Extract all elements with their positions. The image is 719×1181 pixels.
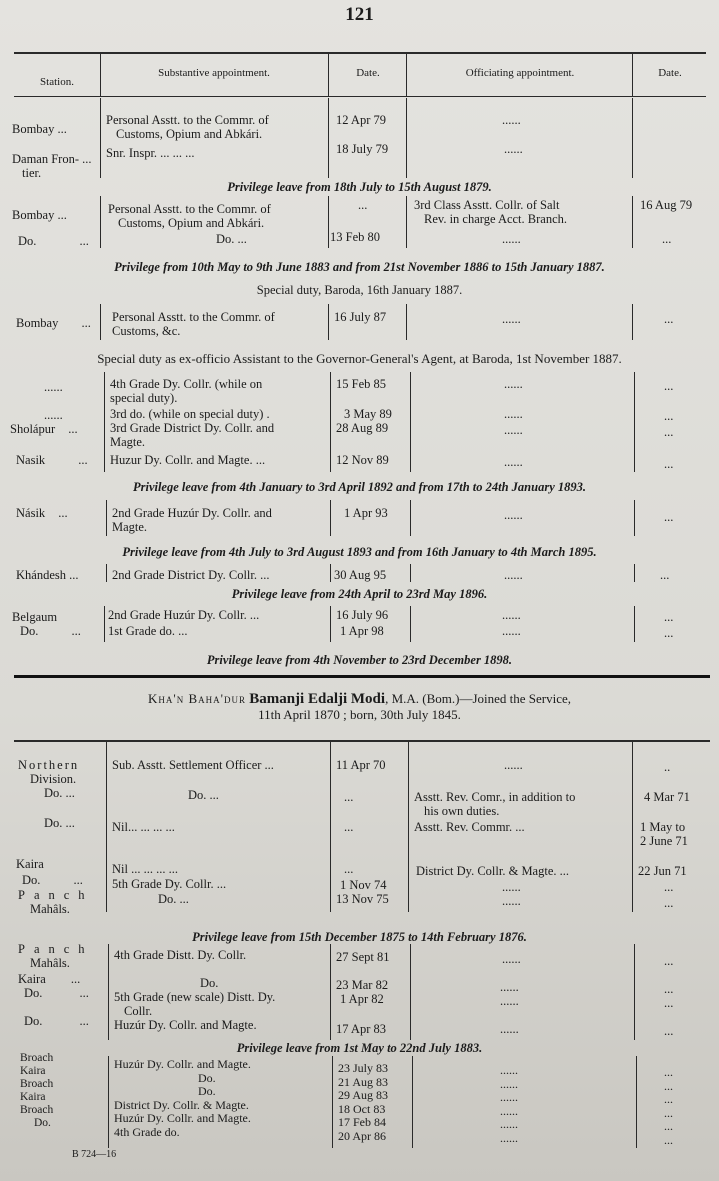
date-cell: 30 Aug 95 <box>334 568 387 582</box>
station-cell: Bombay ... <box>16 316 91 330</box>
officiating-cell: ...... <box>502 113 521 127</box>
date-cell: ... <box>664 457 674 471</box>
station-cell: Do. ... <box>22 873 83 887</box>
officiating-cell: ...... <box>502 232 521 246</box>
date-cell: ... <box>664 996 674 1010</box>
officiating-cell: ...... <box>504 508 523 522</box>
date-cell: ... <box>664 626 674 640</box>
date-cell: ... <box>664 379 674 393</box>
substantive-cell: 4th Grade Dy. Collr. (while on special duty). <box>110 377 263 405</box>
station-cell: Panch Mahâls. <box>18 888 94 916</box>
header-top-rule <box>14 52 706 54</box>
header-substantive: Substantive appointment. <box>158 67 270 79</box>
column-rule <box>406 54 407 96</box>
date-cell: ... <box>664 954 674 968</box>
date-cell: ... <box>664 1024 674 1038</box>
column-rule <box>634 372 635 472</box>
officiating-cell: ...... <box>502 880 521 894</box>
station-cell: Nasik ... <box>16 453 88 467</box>
column-rule <box>330 564 331 582</box>
header-officiating: Officiating appointment. <box>465 67 575 79</box>
date-cell: .. <box>664 760 671 774</box>
column-rule <box>108 1056 109 1148</box>
substantive-list: Huzúr Dy. Collr. and Magte. Do. Do. District Dy. Collr. & Magte. Huzúr Dy. Collr. and Magte. 4th Grade do. <box>114 1057 251 1139</box>
officer-dates: 11th April 1870 ; born, 30th July 1845. <box>258 707 461 722</box>
leave-note: Privilege leave from 4th November to 23rd December 1898. <box>206 653 513 667</box>
substantive-cell: Personal Asstt. to the Commr. of Customs, Opium and Abkári. <box>106 113 269 141</box>
column-rule <box>632 54 633 96</box>
date-cell: ... <box>664 982 674 996</box>
station-cell: Do. ... <box>44 786 75 800</box>
date-cell: 15 Feb 85 <box>336 377 386 391</box>
column-rule <box>100 304 101 340</box>
station-cell: Do. ... <box>44 816 75 830</box>
date-cell: 16 July 96 <box>336 608 389 622</box>
column-rule <box>410 372 411 472</box>
substantive-cell: 3rd do. (while on special duty) . <box>110 407 270 421</box>
station-list: Broach Kaira Broach Kaira Broach Do. <box>20 1052 54 1129</box>
officiating-cell: ...... <box>500 1022 519 1036</box>
column-rule <box>636 1056 637 1148</box>
column-rule <box>634 564 635 582</box>
printer-mark: B 724—16 <box>72 1149 117 1160</box>
column-rule <box>104 606 105 642</box>
date-list: ... ... ... ... ... ... <box>664 1065 673 1147</box>
substantive-cell: 2nd Grade Huzúr Dy. Collr. and Magte. <box>112 506 272 534</box>
substantive-cell: 5th Grade Dy. Collr. ... <box>112 877 227 891</box>
date-cell: ... <box>664 896 674 910</box>
station-cell: Kaira ... <box>18 972 81 986</box>
date-cell: ... <box>664 425 674 439</box>
station-cell: Do. ... <box>18 234 89 248</box>
officiating-cell: ...... <box>504 455 523 469</box>
date-cell: 16 July 87 <box>334 310 387 324</box>
officer-title: Kha'n Baha'dur <box>147 691 246 706</box>
date-cell: ... <box>664 880 674 894</box>
date-cell: 1 Nov 74 <box>340 878 387 892</box>
station-cell: Sholápur ... <box>10 422 78 436</box>
station-cell: Do. ... <box>24 1014 89 1028</box>
date-cell: 12 Nov 89 <box>336 453 389 467</box>
date-cell: 11 Apr 70 <box>336 758 386 772</box>
special-duty-note: Special duty, Baroda, 16th January 1887. <box>256 283 463 297</box>
column-rule <box>332 1056 333 1148</box>
substantive-cell: 4th Grade Distt. Dy. Collr. <box>114 948 247 962</box>
substantive-cell: 5th Grade (new scale) Distt. Dy. Collr. <box>114 990 276 1018</box>
substantive-cell: Do. ... <box>188 788 219 802</box>
column-rule <box>106 564 107 582</box>
station-cell: Northern Division. <box>18 758 80 786</box>
station-cell: ...... <box>44 380 63 394</box>
column-rule <box>634 944 635 1040</box>
date-cell: ... <box>344 790 354 804</box>
date-cell: 28 Aug 89 <box>336 421 389 435</box>
substantive-cell: 3rd Grade District Dy. Collr. and Magte. <box>110 421 275 449</box>
substantive-cell: 2nd Grade Huzúr Dy. Collr. ... <box>108 608 260 622</box>
date-cell: ... <box>664 409 674 423</box>
page-number: 121 <box>345 4 374 25</box>
substantive-cell: Personal Asstt. to the Commr. of Customs, &c. <box>112 310 275 338</box>
date-cell: ... <box>344 820 354 834</box>
date-list: 23 July 83 21 Aug 83 29 Aug 83 18 Oct 83 17 Feb 84 20 Apr 86 <box>338 1061 389 1143</box>
column-rule <box>406 304 407 340</box>
substantive-cell: 1st Grade do. ... <box>108 624 188 638</box>
station-cell: Bombay ... <box>12 122 67 136</box>
date-cell: 13 Feb 80 <box>330 230 380 244</box>
date-cell: 18 July 79 <box>336 142 389 156</box>
officer-heading <box>0 691 719 723</box>
officiating-cell: ...... <box>502 624 521 638</box>
station-cell: Kaira <box>16 857 44 871</box>
leave-note: Privilege from 10th May to 9th June 1883 and from 21st November 1886 to 15th January 1887. <box>114 260 605 274</box>
substantive-cell: Nil... ... ... ... <box>112 820 175 834</box>
column-rule <box>632 98 633 178</box>
header-date-2: Date. <box>658 67 682 79</box>
date-cell: 3 May 89 <box>344 407 392 421</box>
substantive-cell: Do. ... <box>216 232 247 246</box>
officiating-cell: ...... <box>504 377 523 391</box>
special-duty-note: Special duty as ex-officio Assistant to the Governor-General's Agent, at Baroda, 1st November 1887. <box>97 351 622 366</box>
date-cell: 1 Apr 82 <box>340 992 384 1006</box>
officiating-list: ...... ...... ...... ...... ...... ...... <box>500 1063 518 1145</box>
date-cell: ... <box>660 568 670 582</box>
date-cell: ... <box>664 312 674 326</box>
officiating-cell: ...... <box>504 758 523 772</box>
leave-note: Privilege leave from 15th December 1875 to 14th February 1876. <box>192 930 527 944</box>
officiating-cell: District Dy. Collr. & Magte. ... <box>416 864 569 878</box>
column-rule <box>330 500 331 536</box>
header-station: Station. <box>40 76 74 88</box>
section-divider <box>14 675 710 678</box>
substantive-cell: Do. ... <box>158 892 189 906</box>
officiating-cell: ...... <box>500 994 519 1008</box>
column-rule <box>328 54 329 96</box>
officiating-cell: ...... <box>502 312 521 326</box>
leave-note: Privilege leave from 1st May to 22nd July 1883. <box>236 1041 483 1055</box>
leave-note: Privilege leave from 18th July to 15th August 1879. <box>227 180 492 194</box>
column-rule <box>100 196 101 248</box>
date-cell: 27 Sept 81 <box>336 950 390 964</box>
officer-name: Bamanji Edalji Modi <box>249 691 386 707</box>
section-rule <box>14 740 710 742</box>
date-cell: 17 Apr 83 <box>336 1022 386 1036</box>
officiating-cell: 3rd Class Asstt. Collr. of Salt Rev. in charge Acct. Branch. <box>414 198 568 226</box>
date-cell: ... <box>664 610 674 624</box>
column-rule <box>328 304 329 340</box>
officiating-cell: ...... <box>502 608 521 622</box>
date-cell: ... <box>664 510 674 524</box>
column-rule <box>632 196 633 248</box>
leave-note: Privilege leave from 4th January to 3rd April 1892 and from 17th to 24th January 1893. <box>132 480 587 494</box>
date-cell: ... <box>662 232 672 246</box>
column-rule <box>410 606 411 642</box>
column-rule <box>406 196 407 248</box>
officiating-cell: ...... <box>504 568 523 582</box>
column-rule <box>632 742 633 912</box>
column-rule <box>406 98 407 178</box>
date-cell: ... <box>344 862 354 876</box>
column-rule <box>106 500 107 536</box>
officiating-cell: ...... <box>504 407 523 421</box>
column-rule <box>634 500 635 536</box>
station-cell: Do. ... <box>20 624 81 638</box>
station-cell: Khándesh ... <box>16 568 79 582</box>
column-rule <box>410 564 411 582</box>
station-cell: ...... <box>44 408 63 422</box>
column-rule <box>632 304 633 340</box>
column-rule <box>100 54 101 96</box>
station-cell: Panch Mahâls. <box>18 942 94 970</box>
column-rule <box>330 944 331 1040</box>
officer-qualification: , M.A. (Bom.)—Joined the Service, <box>385 691 572 706</box>
column-rule <box>410 944 411 1040</box>
officiating-cell: Asstt. Rev. Commr. ... <box>414 820 525 834</box>
substantive-cell: Personal Asstt. to the Commr. of Customs, Opium and Abkári. <box>108 202 271 230</box>
column-rule <box>108 944 109 1040</box>
date-cell: 13 Nov 75 <box>336 892 389 906</box>
officiating-cell: ...... <box>504 142 523 156</box>
date-cell: 22 Jun 71 <box>638 864 687 878</box>
header-bottom-rule <box>14 96 706 97</box>
officiating-cell: ...... <box>500 980 519 994</box>
officiating-cell: ...... <box>502 952 521 966</box>
officiating-cell: Asstt. Rev. Comr., in addition to his own duties. <box>414 790 576 818</box>
date-cell: 16 Aug 79 <box>640 198 693 212</box>
column-rule <box>330 372 331 472</box>
column-rule <box>634 606 635 642</box>
column-rule <box>328 98 329 178</box>
column-rule <box>328 196 329 248</box>
date-cell: 1 Apr 93 <box>344 506 388 520</box>
column-rule <box>408 742 409 912</box>
station-cell: Belgaum <box>12 610 58 624</box>
station-cell: Do. ... <box>24 986 89 1000</box>
substantive-cell: Snr. Inspr. ... ... ... <box>106 146 195 160</box>
officiating-cell: ...... <box>504 423 523 437</box>
date-cell: 12 Apr 79 <box>336 113 386 127</box>
leave-note: Privilege leave from 24th April to 23rd May 1896. <box>231 587 488 601</box>
column-rule <box>104 372 105 472</box>
column-rule <box>330 606 331 642</box>
header-date-1: Date. <box>356 67 380 79</box>
column-rule <box>410 500 411 536</box>
substantive-cell: Huzur Dy. Collr. and Magte. ... <box>110 453 266 467</box>
date-cell: ... <box>358 198 368 212</box>
column-rule <box>106 742 107 912</box>
date-cell: 1 May to 2 June 71 <box>640 820 688 848</box>
substantive-cell: Huzúr Dy. Collr. and Magte. <box>114 1018 257 1032</box>
column-rule <box>330 742 331 912</box>
substantive-cell: Do. <box>200 976 219 990</box>
officiating-cell: ...... <box>502 894 521 908</box>
column-rule <box>412 1056 413 1148</box>
date-cell: 4 Mar 71 <box>644 790 690 804</box>
substantive-cell: 2nd Grade District Dy. Collr. ... <box>112 568 270 582</box>
date-cell: 1 Apr 98 <box>340 624 384 638</box>
substantive-cell: Nil ... ... ... ... <box>112 862 178 876</box>
leave-note: Privilege leave from 4th July to 3rd August 1893 and from 16th January to 4th March 1895. <box>122 545 597 559</box>
substantive-cell: Sub. Asstt. Settlement Officer ... <box>112 758 274 772</box>
station-cell: Násik ... <box>16 506 68 520</box>
station-cell: Bombay ... <box>12 208 67 222</box>
column-rule <box>100 98 101 178</box>
date-cell: 23 Mar 82 <box>336 978 389 992</box>
station-cell: Daman Fron- ... tier. <box>12 152 92 180</box>
